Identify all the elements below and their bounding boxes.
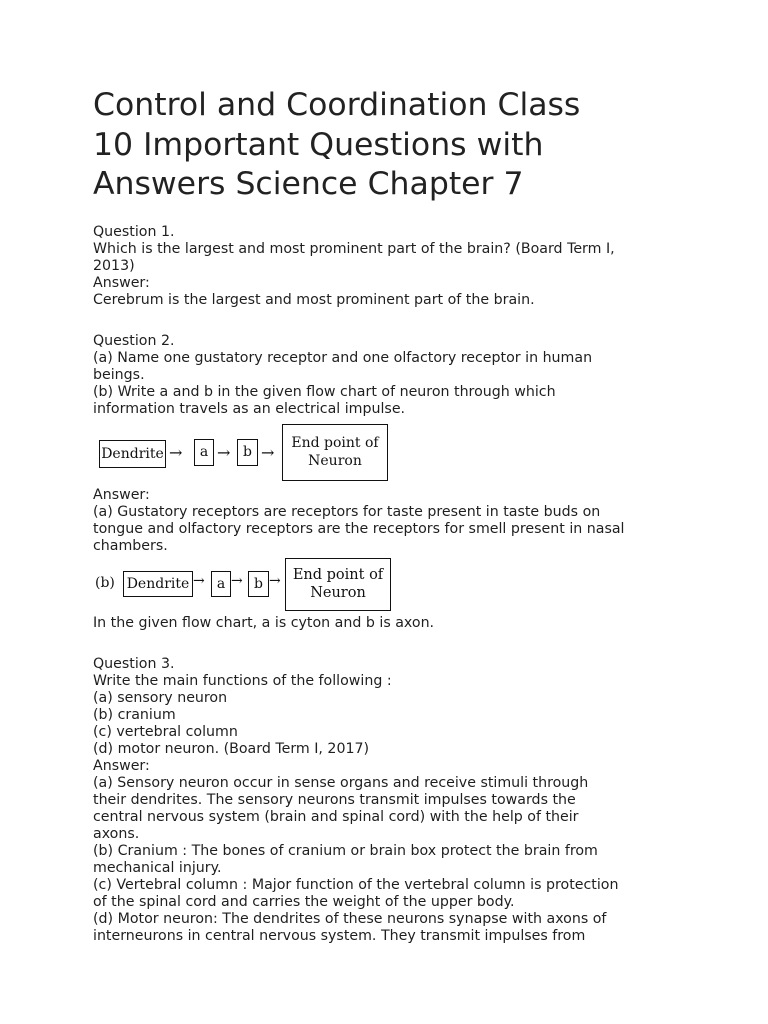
question-text: Write the main functions of the following : bbox=[93, 672, 392, 689]
title-line: Control and Coordination Class bbox=[93, 87, 581, 123]
question-text: (d) motor neuron. (Board Term I, 2017) bbox=[93, 740, 370, 757]
question-text: information travels as an electrical impulse. bbox=[93, 400, 406, 417]
answer-text: tongue and olfactory receptors are the receptors for smell present in nasal bbox=[93, 520, 625, 537]
answer-label: Answer: bbox=[93, 757, 150, 774]
title-line: Answers Science Chapter 7 bbox=[93, 166, 524, 202]
answer-text: central nervous system (brain and spinal cord) with the help of their bbox=[93, 808, 579, 825]
flow-box-dendrite: Dendrite bbox=[123, 571, 193, 597]
question-label: Question 1. bbox=[93, 223, 175, 240]
flow-arrow: → bbox=[269, 572, 281, 589]
answer-text: chambers. bbox=[93, 537, 168, 554]
flow-box-end-point bbox=[285, 558, 391, 611]
question-text: (a) sensory neuron bbox=[93, 689, 228, 706]
question-1 bbox=[93, 224, 713, 309]
question-text: 2013) bbox=[93, 257, 135, 274]
question-label: Question 2. bbox=[93, 332, 175, 349]
flow-arrow: → bbox=[169, 442, 183, 462]
flow-box-a: a bbox=[211, 571, 231, 597]
neuron-flow-chart-answer bbox=[93, 555, 713, 615]
answer-text: their dendrites. The sensory neurons transmit impulses towards the bbox=[93, 791, 576, 808]
question-2 bbox=[93, 333, 713, 632]
flow-arrow: → bbox=[231, 572, 243, 589]
answer-text: interneurons in central nervous system. They transmit impulses from bbox=[93, 927, 586, 944]
answer-text: (a) Sensory neuron occur in sense organs and receive stimuli through bbox=[93, 774, 589, 791]
answer-text: (b) Cranium : The bones of cranium or brain box protect the brain from bbox=[93, 842, 598, 859]
end-point-label: End point of bbox=[292, 567, 384, 583]
flow-box-a: a bbox=[194, 439, 214, 466]
question-text: (c) vertebral column bbox=[93, 723, 238, 740]
end-point-label: Neuron bbox=[310, 585, 366, 601]
question-text: beings. bbox=[93, 366, 145, 383]
answer-text: (a) Gustatory receptors are receptors for taste present in taste buds on bbox=[93, 503, 601, 520]
question-3 bbox=[93, 656, 713, 945]
page-title bbox=[93, 86, 713, 205]
document-page bbox=[93, 86, 713, 945]
title-line: 10 Important Questions with bbox=[93, 126, 544, 163]
answer-text: of the spinal cord and carries the weight of the upper body. bbox=[93, 893, 515, 910]
answer-text: (c) Vertebral column : Major function of the vertebral column is protection bbox=[93, 876, 619, 893]
flow-box-end-point bbox=[282, 424, 388, 481]
flow-arrow: → bbox=[261, 442, 275, 462]
question-label: Question 3. bbox=[93, 655, 175, 672]
answer-label: Answer: bbox=[93, 274, 150, 291]
answer-text: Cerebrum is the largest and most prominent part of the brain. bbox=[93, 291, 535, 308]
end-point-label: Neuron bbox=[308, 453, 362, 469]
answer-text: (d) Motor neuron: The dendrites of these neurons synapse with axons of bbox=[93, 910, 607, 927]
answer-text: mechanical injury. bbox=[93, 859, 222, 876]
question-text: Which is the largest and most prominent part of the brain? (Board Term I, bbox=[93, 240, 615, 257]
question-text: (b) cranium bbox=[93, 706, 176, 723]
answer-text: In the given flow chart, a is cyton and b is axon. bbox=[93, 614, 435, 631]
flow-box-b: b bbox=[248, 571, 269, 597]
flow-arrow: → bbox=[193, 572, 205, 589]
question-text: (b) Write a and b in the given flow chart of neuron through which bbox=[93, 383, 556, 400]
flow-prefix-b: (b) bbox=[95, 574, 115, 591]
flow-box-b: b bbox=[237, 439, 258, 466]
end-point-label: End point of bbox=[291, 435, 379, 451]
answer-text: axons. bbox=[93, 825, 140, 842]
answer-label: Answer: bbox=[93, 486, 150, 503]
flow-box-dendrite: Dendrite bbox=[99, 440, 166, 468]
question-text: (a) Name one gustatory receptor and one olfactory receptor in human bbox=[93, 349, 593, 366]
flow-arrow: → bbox=[217, 442, 231, 462]
neuron-flow-chart bbox=[93, 418, 713, 482]
